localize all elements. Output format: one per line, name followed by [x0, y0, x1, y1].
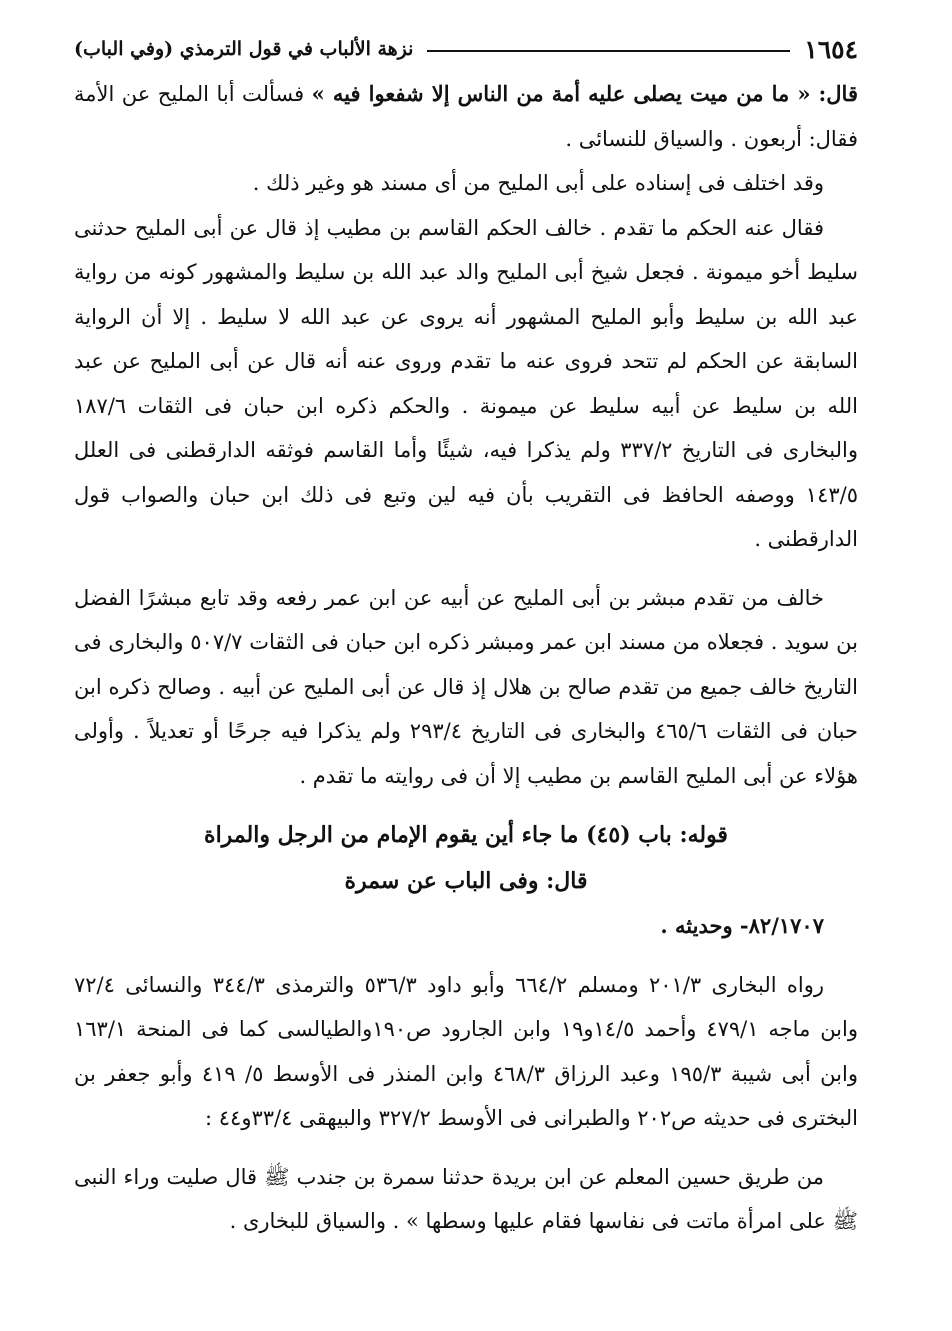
paragraph-1-text: فسألت أبا المليح عن الأمة فقال: أربعون . والسياق للنسائى .: [74, 82, 858, 151]
paragraph-5: رواه البخارى ٢٠١/٣ ومسلم ٦٦٤/٢ وأبو داود ٥٣٦/٣ والترمذى ٣٤٤/٣ والنسائى ٧٢/٤ وابن ماجه ٤٧٩/١ وأحمد ١٤/٥و١٩ وابن الجارود ص١٩٠والطيالسى كما فى المنحة ١٦٣/١ وابن أبى شيبة ١٩٥/٣ وعبد الرزاق ٤٦٨/٣ وابن المنذر فى الأوسط ٥/ ٤١٩ وأبو جعفر بن البخترى فى حديثه ص٢٠٢ والطبرانى فى الأوسط ٣٢٧/٢ والبيهقى ٣٣/٤و٤٤ :: [74, 972, 858, 1130]
section-heading: [74, 812, 858, 904]
hadith-reference: ٨٢/١٧٠٧- وحديثه .: [660, 913, 824, 938]
page-header: [74, 30, 858, 68]
paragraph-6: من طريق حسين المعلم عن ابن بريدة حدثنا سمرة بن جندب ﷺ قال صليت وراء النبى ﷺ على امرأة ماتت فى نفاسها فقام عليها وسطها » . والسياق للبخارى .: [74, 1164, 858, 1233]
running-title: نزهة الألباب في قول الترمذي (وفي الباب): [74, 38, 414, 60]
section-title: قوله: باب (٤٥) ما جاء أين يقوم الإمام من الرجل والمراة: [204, 822, 728, 848]
paragraph-2: وقد اختلف فى إسناده على أبى المليح من أى مسند هو وغير ذلك .: [252, 171, 824, 195]
paragraph-1: [74, 72, 858, 161]
body-text: [74, 72, 858, 1244]
header-rule: [427, 50, 790, 52]
paragraph-4: خالف من تقدم مبشر بن أبى المليح عن أبيه عن ابن عمر رفعه وقد تابع مبشرًا الفضل بن سويد . فجعلاه من مسند ابن عمر ومبشر ذكره ابن حبان فى الثقات ٥٠٧/٧ والبخارى فى التاريخ خالف جميع من تقدم صالح بن هلال إذ قال عن أبى المليح عن أبيه . وصالح ذكره ابن حبان فى الثقات ٤٦٥/٦ والبخارى فى التاريخ ٢٩٣/٤ ولم يذكرا فيه جرحًا أو تعديلاً . وأولى هؤلاء عن أبى المليح القاسم بن مطيب إلا أن فى روايته ما تقدم .: [74, 585, 858, 788]
paragraph-3: فقال عنه الحكم ما تقدم . خالف الحكم القاسم بن مطيب إذ قال عن أبى المليح حدثنى سليط أخو ميمونة . فجعل شيخ أبى المليح والد عبد الله بن سليط والمشهور كونه من رواية عبد الله بن سليط وأبو المليح المشهور أنه يروى عن عبد الله لا سليط . إلا أن الرواية السابقة عن الحكم لم تتحد فروى عنه ما تقدم وروى عنه أنه قال عن أبى المليح عن عبد الله بن سليط عن أبيه سليط عن ميمونة . والحكم ذكره ابن حبان فى الثقات ١٨٧/٦ والبخارى فى التاريخ ٣٣٧/٢ ولم يذكرا فيه، شيئًا وأما القاسم فوثقه الدارقطنى فى العلل ١٤٣/٥ ووصفه الحافظ فى التقريب بأن فيه لين وتبع فى ذلك ابن حبان والصواب قول الدارقطنى .: [74, 215, 859, 551]
quoted-hadith: قال: « ما من ميت يصلى عليه أمة من الناس إلا شفعوا فيه »: [311, 81, 858, 106]
page-number: ١٦٥٤: [804, 34, 858, 64]
section-subtitle: قال: وفى الباب عن سمرة: [344, 868, 588, 894]
